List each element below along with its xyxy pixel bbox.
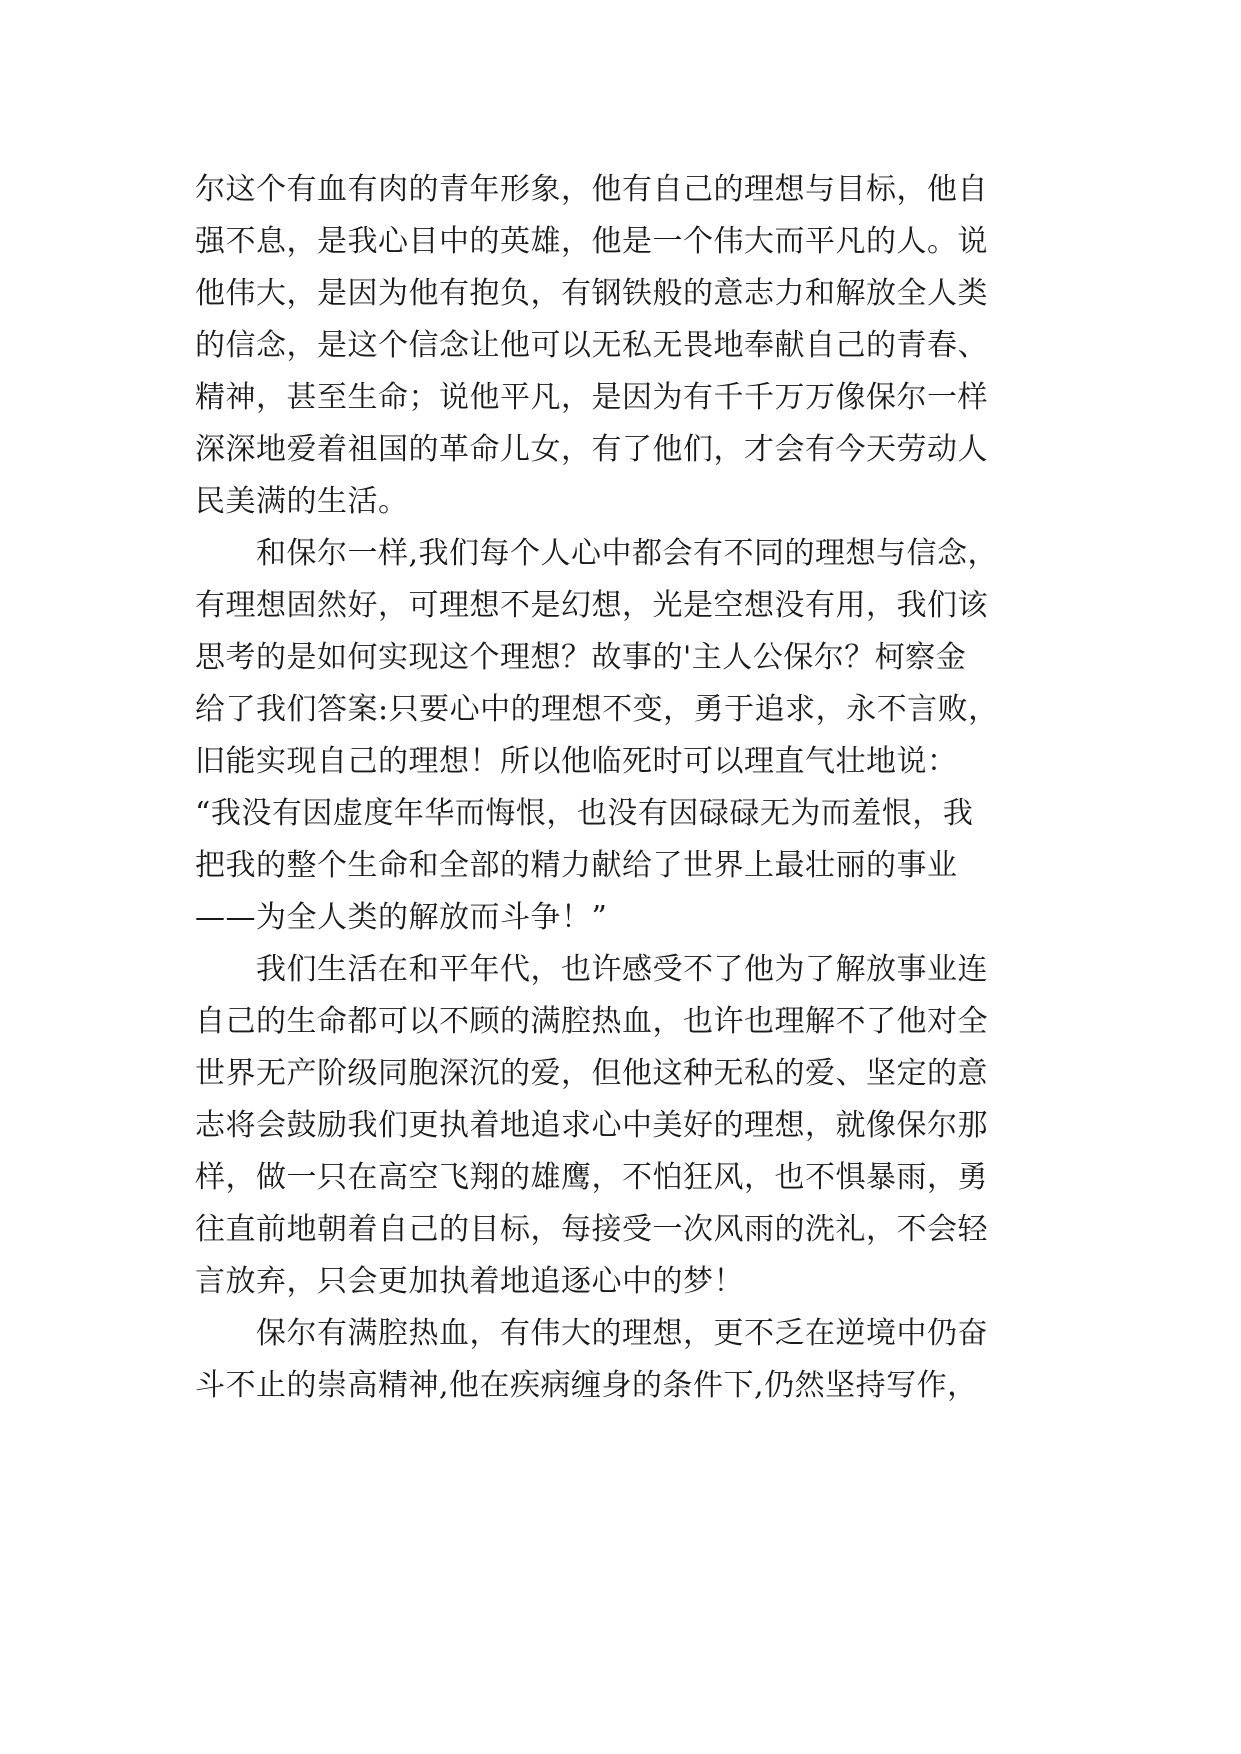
text-line: 我们生活在和平年代，也许感受不了他为了解放事业连 bbox=[195, 952, 988, 987]
text-line: 精神，甚至生命；说他平凡，是因为有千千万万像保尔一样 bbox=[195, 380, 988, 415]
text-line: 强不息，是我心目中的英雄，他是一个伟大而平凡的人。说 bbox=[195, 224, 988, 259]
text-line: 自己的生命都可以不顾的满腔热血，也许也理解不了他对全 bbox=[195, 1004, 988, 1039]
text-line: ——为全人类的解放而斗争！” bbox=[195, 900, 608, 935]
text-line: 他伟大，是因为他有抱负，有钢铁般的意志力和解放全人类 bbox=[195, 276, 988, 311]
text-line: 尔这个有血有肉的青年形象，他有自己的理想与目标，他自 bbox=[195, 172, 988, 207]
text-line: 旧能实现自己的理想！所以他临死时可以理直气壮地说： bbox=[195, 744, 958, 779]
text-line: 往直前地朝着自己的目标，每接受一次风雨的洗礼，不会轻 bbox=[195, 1212, 988, 1247]
text-line: 深深地爱着祖国的革命儿女，有了他们，才会有今天劳动人 bbox=[195, 432, 988, 467]
text-line: 思考的是如何实现这个理想？故事的'主人公保尔？柯察金 bbox=[195, 640, 967, 675]
text-line: 志将会鼓励我们更执着地追求心中美好的理想，就像保尔那 bbox=[195, 1108, 988, 1143]
text-line: 把我的整个生命和全部的精力献给了世界上最壮丽的事业 bbox=[195, 848, 958, 883]
text-line: 和保尔一样,我们每个人心中都会有不同的理想与信念， bbox=[195, 536, 999, 571]
text-line: 样，做一只在高空飞翔的雄鹰，不怕狂风，也不惧暴雨，勇 bbox=[195, 1160, 988, 1195]
text-line: 保尔有满腔热血，有伟大的理想，更不乏在逆境中仍奋 bbox=[195, 1316, 988, 1351]
text-line: 言放弃，只会更加执着地追逐心中的梦！ bbox=[195, 1264, 744, 1299]
text-line: 的信念，是这个信念让他可以无私无畏地奉献自己的青春、 bbox=[195, 328, 988, 363]
text-line: “我没有因虚度年华而悔恨，也没有因碌碌无为而羞恨，我 bbox=[195, 796, 974, 831]
text-line: 斗不止的崇高精神,他在疾病缠身的条件下,仍然坚持写作， bbox=[195, 1368, 978, 1403]
text-line: 有理想固然好，可理想不是幻想，光是空想没有用，我们该 bbox=[195, 588, 988, 623]
text-line: 世界无产阶级同胞深沉的爱，但他这种无私的爱、坚定的意 bbox=[195, 1056, 988, 1091]
body-text bbox=[195, 164, 1095, 1412]
text-line: 给了我们答案:只要心中的理想不变，勇于追求，永不言败， bbox=[195, 692, 999, 727]
text-line: 民美满的生活。 bbox=[195, 484, 409, 519]
